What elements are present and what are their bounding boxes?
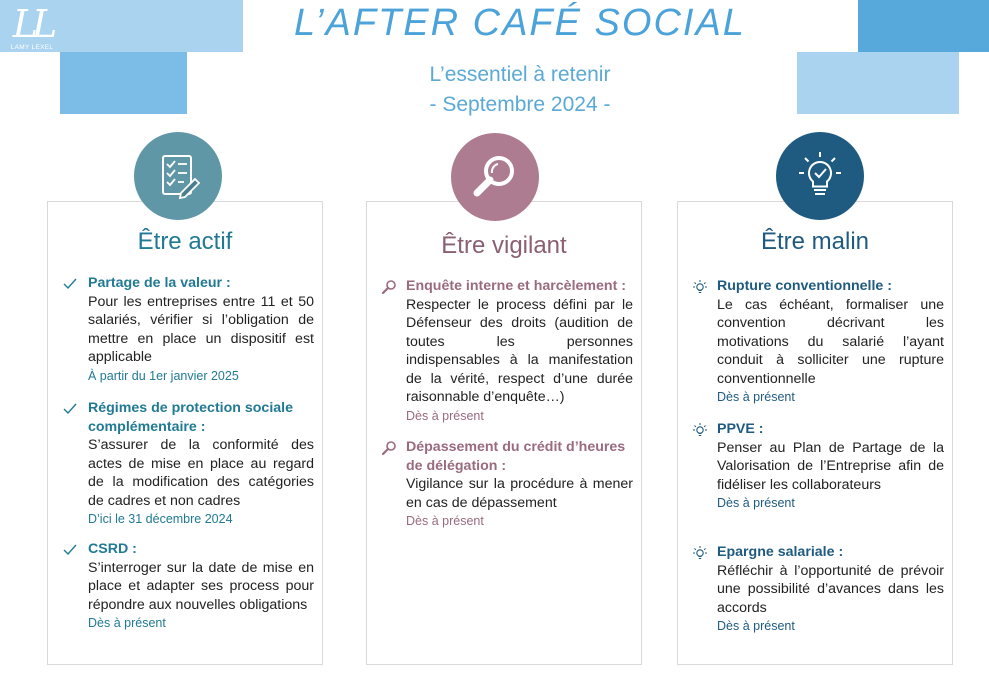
- card-etre-vigilant: [366, 201, 642, 665]
- logo-mark-icon: LL: [12, 2, 52, 46]
- lightbulb-icon: [776, 132, 864, 220]
- item-timing: À partir du 1er janvier 2025: [88, 368, 239, 383]
- subtitle-line-1: L’essentiel à retenir: [429, 63, 611, 86]
- item-timing: Dès à présent: [717, 390, 795, 404]
- list-item: [692, 277, 944, 406]
- logo-subtext: avocats associés: [18, 52, 46, 56]
- search-icon: [381, 440, 397, 456]
- item-text: Respecter le process défini par le Défenseur des droits (audition de toutes les personnes indispensables à la manifestation de la vérité, respect d’une durée raisonnable d’enquête…): [406, 296, 633, 405]
- magnifier-icon: [451, 133, 539, 221]
- header-block-left-bottom: [60, 52, 187, 114]
- card-etre-malin: [677, 201, 953, 665]
- list-item: [381, 438, 633, 530]
- lamy-lexel-logo: [4, 4, 60, 60]
- item-timing: D’ici le 31 décembre 2024: [88, 512, 233, 526]
- item-heading: Dépassement du crédit d’heures de délégation :: [406, 439, 626, 474]
- item-heading: Epargne salariale :: [717, 544, 844, 560]
- item-text: Vigilance sur la procédure à mener en cas de dépassement: [406, 476, 633, 511]
- bulb-icon: [692, 279, 708, 295]
- list-item: [692, 543, 944, 635]
- item-text: Réfléchir à l’opportunité de prévoir une possibilité d’avances dans les accords: [717, 562, 944, 616]
- item-heading: CSRD :: [88, 541, 137, 557]
- check-icon: [62, 276, 78, 292]
- card-etre-actif: [47, 201, 323, 665]
- search-icon: [381, 279, 397, 295]
- item-text: S’interroger sur la date de mise en place et adapter ses process pour répondre aux nouvelles obligations: [88, 559, 314, 613]
- item-timing: Dès à présent: [406, 514, 484, 528]
- check-icon: [62, 401, 78, 417]
- card-title: Être actif: [137, 228, 233, 255]
- item-text: Le cas échéant, formaliser une convention décrivant les motivations du salarié l’ayant conduit à solliciter une rupture conventionnelle: [717, 296, 944, 387]
- list-item: [381, 277, 633, 425]
- item-text: Pour les entreprises entre 11 et 50 salariés, vérifier si l’obligation de mettre en place un dispositif est applicable: [88, 293, 314, 365]
- list-item: [62, 399, 314, 528]
- item-text: S’assurer de la conformité des actes de mise en place au regard de la modification des catégories de cadres et non cadres: [88, 437, 314, 509]
- check-icon: [62, 542, 78, 558]
- header-block-right-bottom: [797, 52, 959, 114]
- item-timing: Dès à présent: [717, 496, 795, 510]
- list-item: [692, 420, 944, 512]
- item-heading: Enquête interne et harcèlement :: [406, 278, 626, 294]
- checklist-icon: [134, 132, 222, 220]
- item-timing: Dès à présent: [717, 619, 795, 633]
- bulb-icon: [692, 422, 708, 438]
- page-subtitle: [243, 60, 797, 120]
- logo-text: LAMY LEXEL: [10, 44, 54, 51]
- page-title: L’AFTER CAFÉ SOCIAL: [294, 2, 746, 44]
- list-item: [62, 274, 314, 385]
- item-text: Penser au Plan de Partage de la Valorisation de l’Entreprise afin de fidéliser les collaborateurs: [717, 439, 944, 493]
- card-title: Être vigilant: [441, 232, 567, 259]
- item-heading: Rupture conventionnelle :: [717, 278, 892, 294]
- item-heading: Partage de la valeur :: [88, 275, 231, 291]
- card-title: Être malin: [760, 228, 870, 255]
- header-block-right-top: [858, 0, 989, 52]
- bulb-icon: [692, 545, 708, 561]
- item-heading: Régimes de protection sociale complémentaire :: [88, 400, 293, 435]
- item-timing: Dès à présent: [406, 408, 484, 423]
- subtitle-line-2: - Septembre 2024 -: [429, 93, 611, 116]
- item-heading: PPVE :: [717, 421, 764, 437]
- list-item: [62, 540, 314, 632]
- item-timing: Dès à présent: [88, 616, 166, 630]
